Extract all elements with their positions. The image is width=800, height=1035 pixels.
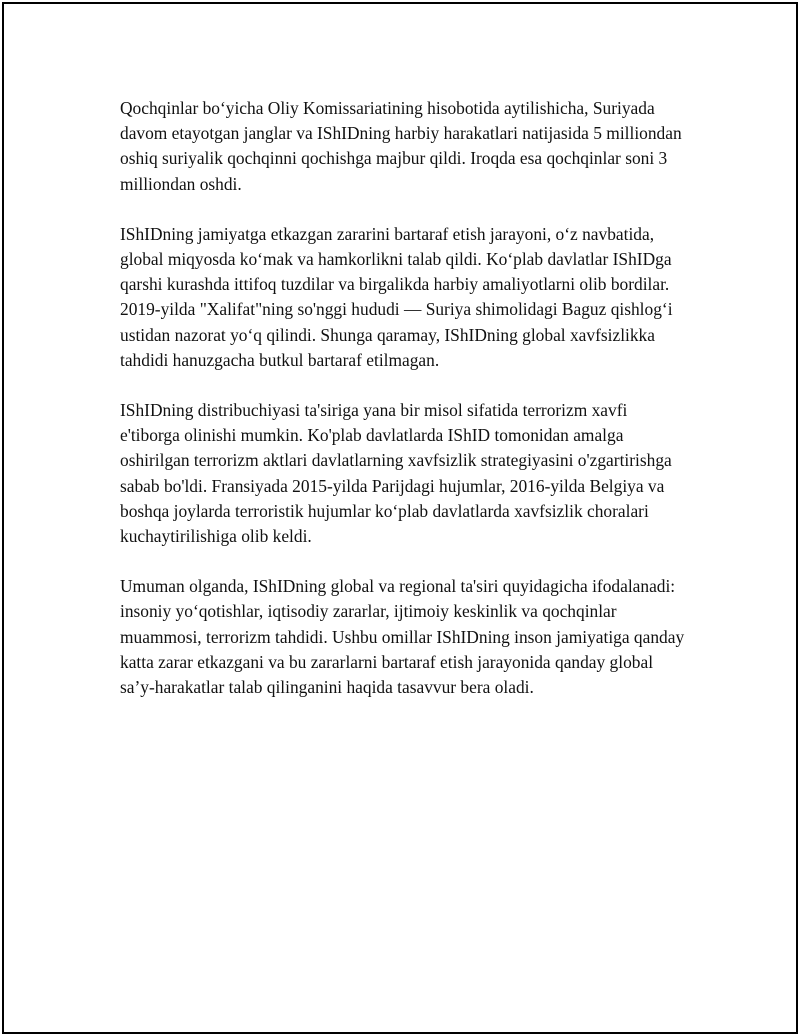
paragraph-2: IShIDning jamiyatga etkazgan zararini bartaraf etish jarayoni, o‘z navbatida, global miqyosda ko‘mak va hamkorlikni talab qildi. Ko‘plab davlatlar IShIDga qarshi kurashda ittifoq tuzdilar va birgalikda harbiy amaliyotlarni olib bordilar. 2019-yilda "Xalifat"ning so'nggi hududi — Suriya shimolidagi Baguz qishlog‘i ustidan nazorat yo‘q qilindi. Shunga qaramay, IShIDning global xavfsizlikka tahdidi hanuzgacha butkul bartaraf etilmagan. bbox=[120, 223, 673, 370]
paragraph-4: Umuman olganda, IShIDning global va regional ta'siri quyidagicha ifodalanadi: insoniy yo‘qotishlar, iqtisodiy zararlar, ijtimoiy keskinlik va qochqinlar muammosi, terrorizm tahdidi. Ushbu omillar IShIDning inson jamiyatiga qanday katta zarar etkazgani va bu zararlarni bartaraf etish jarayonida qanday global sa’y-harakatlar talab qilinganini haqida tasavvur bera oladi. bbox=[120, 576, 685, 698]
paragraph-3: IShIDning distribuchiyasi ta'siriga yana bir misol sifatida terrorizm xavfi e'tiborga olinishi mumkin. Ko'plab davlatlarda IShID tomonidan amalga oshirilgan terrorizm aktlari davlatlarning xavfsizlik strategiyasini o'zgartirishga sabab bo'ldi. Fransiyada 2015-yilda Parijdagi hujumlar, 2016-yilda Belgiya va boshqa joylarda terroristik hujumlar ko‘plab davlatlarda xavfsizlik choralari kuchaytirilishiga olib keldi. bbox=[120, 400, 672, 547]
document-page bbox=[2, 2, 798, 1034]
document-body bbox=[120, 96, 690, 700]
paragraph-1: Qochqinlar bo‘yicha Oliy Komissariatining hisobotida aytilishicha, Suriyada davom etayotgan janglar va IShIDning harbiy harakatlari natijasida 5 milliondan oshiq suriyalik qochqinni qochishga majbur qildi. Iroqda esa qochqinlar soni 3 milliondan oshdi. bbox=[120, 98, 682, 194]
